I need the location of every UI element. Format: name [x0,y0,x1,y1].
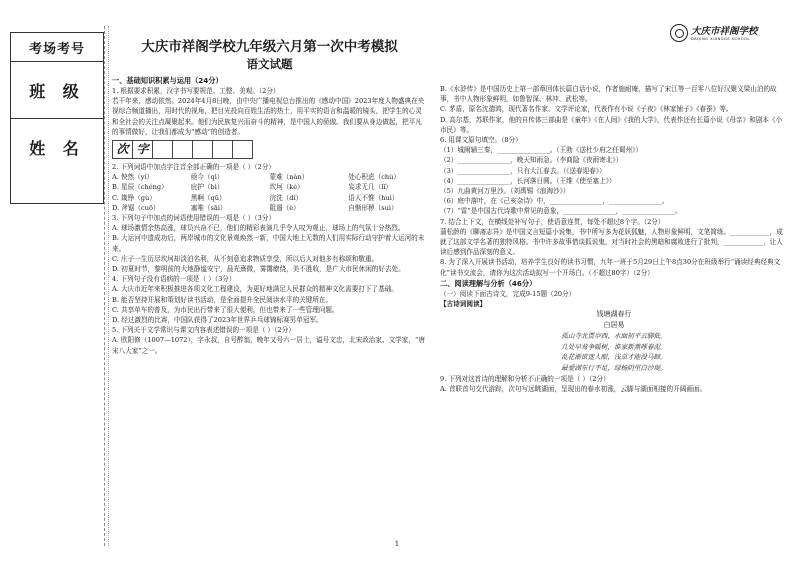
fill-line: （3）________________，只有大江春去。（《送春迎春》） [440,166,606,175]
question-7: 7. 结合上下文，在横线处补写句子，使语意连贯，每处不超过8个字。（2分） [440,217,665,226]
poem-line: 乱花渐欲迷人眼，浅草才能没马蹄。 [561,353,667,362]
option: A. 怏然（yí） [112,173,154,182]
page-number: 1 [394,540,400,548]
option: 自惭形秽（suì） [348,203,398,212]
school-logo [670,22,788,44]
fill-line: （6）庭中落叶，在《己亥杂诗》中，________________，________________。 [440,197,669,206]
option: C. 箴铮（ɡù） [112,193,156,202]
option: D. 高尔基，苏联作家，他的自传体三部曲是《童年》《在人间》《我的大学》，代表作还有长篇小说《母亲》和剧本《小市民》等。 [440,115,783,134]
poem-author: 白居易 [603,321,625,330]
poem-line: 最爱湖东行不足，绿杨阴里白沙堤。 [561,364,667,373]
question-5: 5. 下列关于文学常识与课文内容表述错误的一项是（ ）（2分） [112,326,295,335]
option: D. 经过激烈的比赛，中国队获得了2023年世界乒乓球锦标赛男单冠军。 [112,316,323,325]
question-2-options [112,172,427,213]
left-column [112,38,427,356]
option: 塞唯（sāi） [190,203,227,212]
school-logo-name: 大庆市祥阁学校 [691,25,758,37]
option: C. 共享单车的普及，为市民出行带来了很大便利，但也带来了一些管理问题。 [112,305,339,314]
option: A. 大庆市近年来积极推进各项文化工程建设，为更好地满足人民群众的精神文化需要打下了基础。 [112,285,398,294]
option: D. 初夏时节，黎明前的大地静谧安宁，晨光熹微，雾霭缭绕，美不胜收，是广大市民休闲的好去处。 [112,265,405,274]
binding-line [104,26,105,546]
option: 浣洗（dí） [269,193,303,202]
question-9: 9. 下列对这首诗的理解和分析不正确的一项是（ ）（2分） [440,374,610,383]
poem-line: 几处早莺争暖树，谁家新燕啄春泥。 [561,342,667,351]
option: 阻遏（è） [269,203,300,212]
exam-number-label: 考场考号 [11,33,103,62]
option: A. 球场激情余热高涨，球员兴奋不已，他们的精彩表演几乎令人叹为观止，球场上的气氛十分热烈。 [112,224,405,233]
name-label: 姓 名 [29,138,85,158]
grid-cell: 次 [112,140,133,159]
question-7-passage: 蒲松龄的《聊斋志异》是中国文言短篇小说集，书中所写多为花妖狐魅，人物形象鲜明，文笔简练。____________，成就了这部文学名著的独特风格。书中许多故事借谈狐说鬼，对当时社会的黑暗和腐败进行了批判，____________，让人读后感到作品深刻的意义。 [440,227,783,257]
exam-subtitle: 语文试题 [246,57,293,71]
grid-cell [232,140,253,159]
school-logo-en: DAQING XIANGGE SCHOOL [691,36,750,41]
question-6: 6. 用课文原句填空。（8分） [440,136,522,145]
student-info-box [10,32,104,204]
poem-title: 钱塘湖春行 [596,310,632,319]
option: A. 首联首句交代游踪，次句写远眺湖面，呈现出的春水初涨，云脚与湖面相接的开阔画面。 [440,384,707,393]
option: 亟今（qì） [190,173,224,182]
fill-line: （5）九曲黄河万里沙。（刘禹锡《浪淘沙》） [440,187,570,196]
fill-line: （7）“雷”是中国古代诗歌中常见的意象，________________，________________。 [440,207,682,216]
option: B.《水浒传》是中国历史上第一部章回体长篇白话小说，作者施耐庵，描写了宋江等一百零八位好汉聚义梁山泊的故事，书中人物形象鲜明，如鲁智深、林冲、武松等。 [440,85,777,104]
grid-cell [152,140,173,159]
part-heading: （一）阅读下面古诗文，完成9-15题（20分） [440,289,576,298]
binding-line-inner [108,26,109,546]
section-heading: 一、基础知识积累与运用（24分） [112,76,223,85]
option: 语人不惟（huì） [348,193,399,202]
question-8: 8. 为了深入开展读书活动，培养学生良好的读书习惯，九年一班于5月29日上午8点30分在班级举行“诵读经典经典文化”读书交流会，请你为这次活动拟写一个开场白。（不超过80字）（2分） [440,258,781,277]
exam-title: 大庆市祥阁学校九年级六月第一次中考模拟 [141,39,398,55]
question-4: 4. 下列句子没有语病的一项是（ ）（3分） [112,275,236,284]
option: A. 欧阳修（1007—1072），字永叔，自号醉翁，晚年又号六一居士，谥号文忠，北宋政治家、文学家，“唐宋八大家”之一。 [112,336,425,355]
option: 黑啊（qū） [190,193,226,202]
grid-cell [212,140,233,159]
option: D. 斧锯（cuō） [112,203,160,212]
question-1-passage: 若干年来，感动依然。2024年4月8日晚，由中央广播电视总台推出的《感动中国》2023年度人物盛典在央视综合频道播出，用时代的视角，把目光投向百姓生活的热土，用平实的语言和温暖的镜头，把学生的心灵和全社会的关注点凝聚起来。他们为民族复兴而奋斗的精神，是中国人的骄傲。我们要从身边做起，把平凡的事情做好，让我们都成为“感动”的创造者。 [112,97,425,136]
fill-line: （2）________________，晚天知雨急。（李商隐《夜雨寄北》） [440,156,623,165]
option: 妄求无几（lǐ） [348,183,393,192]
option: C. 茅盾，原名沈德鸿，现代著名作家、文学评论家，代表作有小说《子夜》《林家铺子》《春蚕》等。 [440,105,733,114]
poem-line: 孤山寺北贾亭西，水面初平云脚低。 [561,332,667,341]
school-seal-icon [670,24,688,42]
question-2: 2. 下列词语中加点字注音全部正确的一项是（ ）（2分） [112,163,276,172]
writing-grid[interactable] [112,140,427,159]
grid-cell [172,140,193,159]
grid-cell [192,140,213,159]
option: B. 大运河申遗成功后，两岸城市的文化景观焕然一新，中国大地上无数的人们用实际行动守护着大运河的未来。 [112,234,425,253]
option: 处心积虑（chù） [348,173,400,182]
section-heading: 二、阅读理解与分析（46分） [440,278,537,288]
option: B. 能否坚持开展和策划好读书活动，是全面提升全民阅读水平的关键所在。 [112,295,333,304]
classic-label: 【古诗词阅读】 [440,300,487,309]
option: B. 星辰（chénɡ） [112,183,168,192]
grid-cell: 字 [132,140,153,159]
fill-line: （1）城阙辅三秦，________________。（王勃《送杜少府之任蜀州》） [440,146,643,155]
option: 蒙难（nàn） [269,173,309,182]
option: 坎坷（kè） [269,183,304,192]
right-column [440,84,788,394]
option: 庇护（bì） [190,183,224,192]
question-1: 1. 根据要求积累，汉字书写要规范、工整、美观。（2分） [112,87,280,95]
question-3: 3. 下列句子中加点的词语使用错误的一项是（ ）（3分） [112,214,276,223]
option: C. 庄子一生历尽坎坷却淡泊名利，从不刻意追求物质享受，所以后人对他多有称颂和敬重。 [112,254,379,263]
fill-line: （4）________________，长河落日圆。（王维《使至塞上》） [440,176,616,185]
class-label: 班 级 [11,62,103,119]
